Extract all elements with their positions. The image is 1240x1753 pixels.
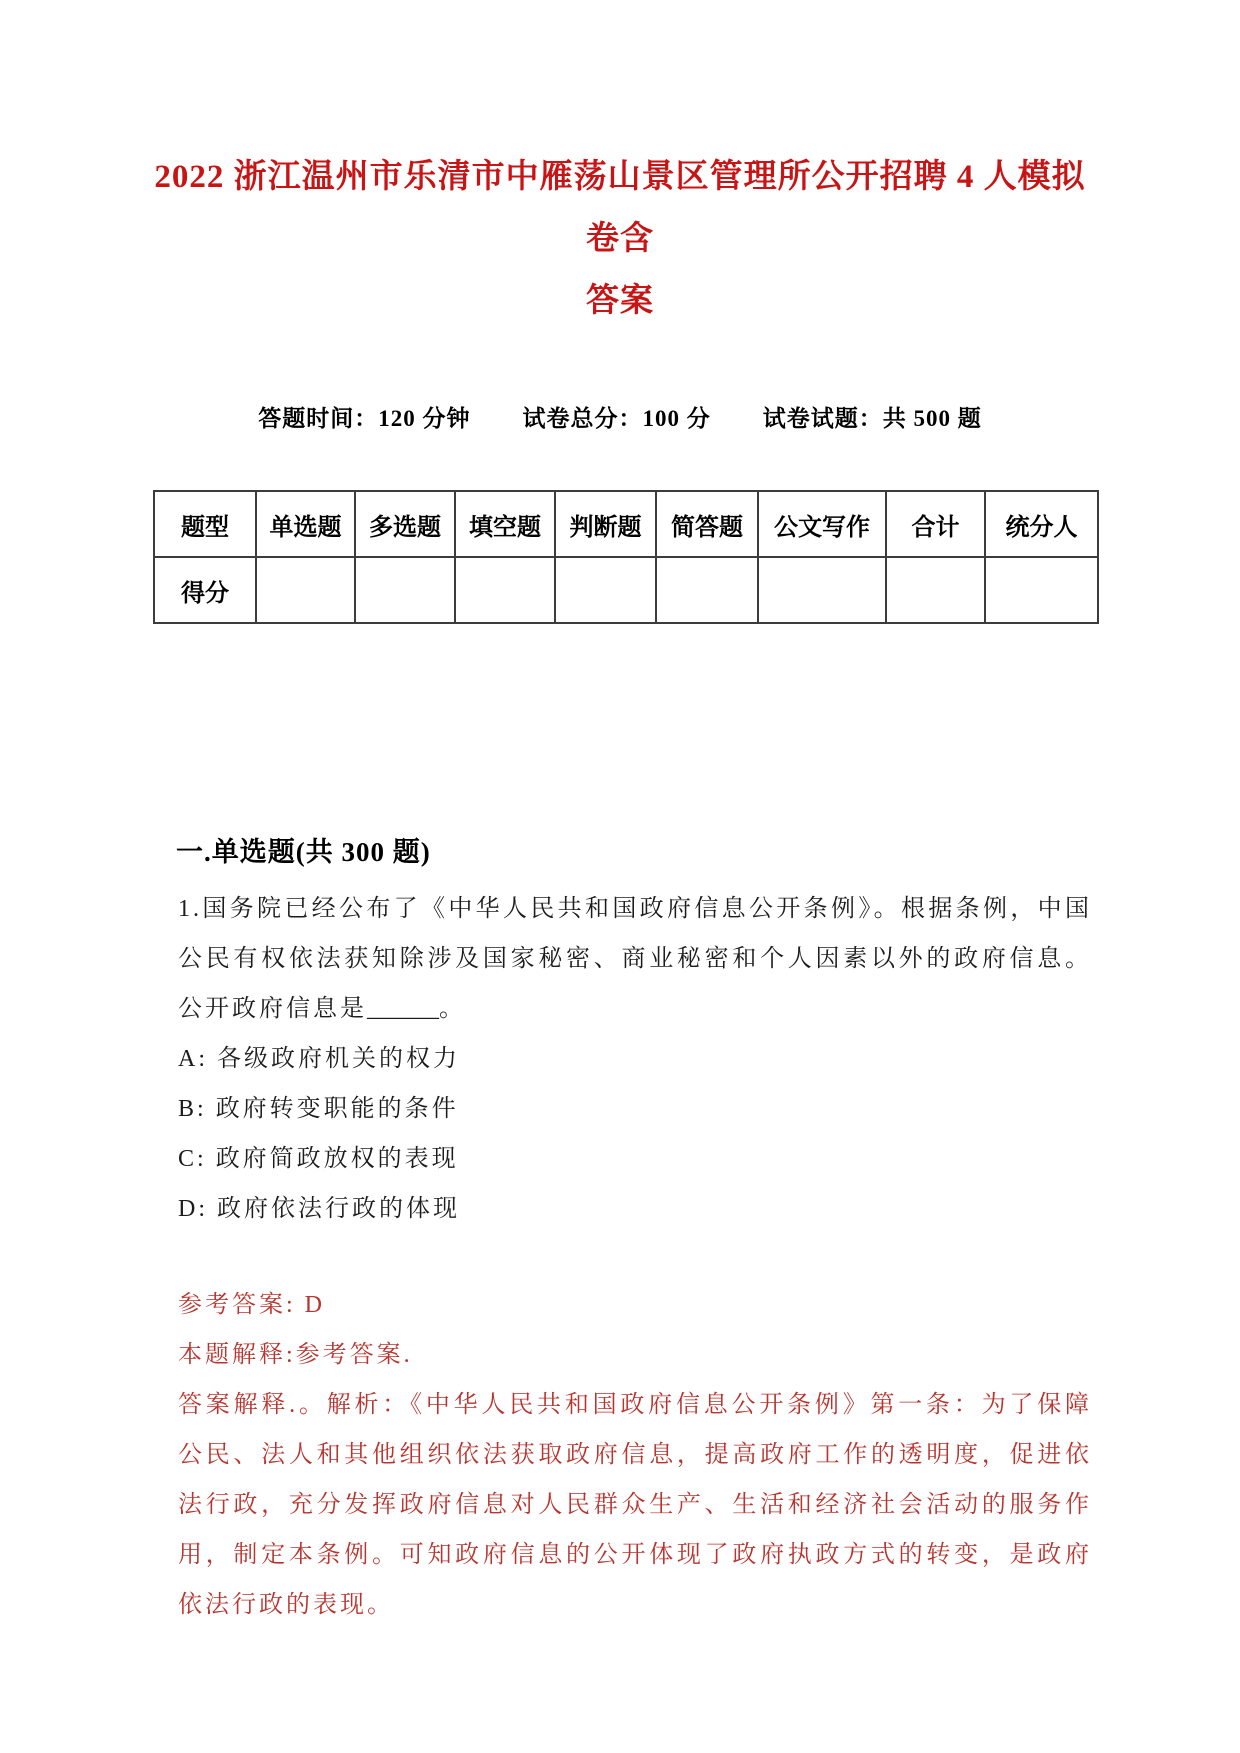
score-cell	[455, 557, 555, 623]
option-d-label: D:	[178, 1196, 208, 1222]
exam-info-bar	[0, 404, 1240, 434]
score-table	[153, 490, 1099, 624]
option-c	[178, 1134, 1092, 1184]
answer-blank: ______	[367, 996, 439, 1022]
option-d-text: 政府依法行政的体现	[217, 1196, 460, 1222]
reference-answer: 参考答案: D	[178, 1292, 325, 1318]
header-cell-official-writing: 公文写作	[758, 491, 886, 557]
header-cell-score-counter: 统分人	[985, 491, 1098, 557]
score-cell	[656, 557, 758, 623]
score-cell	[555, 557, 656, 623]
header-cell-true-false: 判断题	[555, 491, 656, 557]
option-a	[178, 1034, 1092, 1084]
score-cell	[886, 557, 985, 623]
score-table-header-row	[154, 491, 1098, 557]
question-block	[178, 884, 1092, 1234]
question-text	[178, 884, 1092, 1034]
score-cell	[985, 557, 1098, 623]
exam-question-count-label: 试卷试题：共 500 题	[762, 406, 982, 431]
answer-analysis: 答案解释.。解析：《中华人民共和国政府信息公开条例》第一条：为了保障公民、法人和其他组织依法获取政府信息，提高政府工作的透明度，促进依法行政，充分发挥政府信息对人民群众生产、生活和经济社会活动的服务作用，制定本条例。可知政府信息的公开体现了政府执政方式的转变，是政府依法行政的表现。	[178, 1392, 1092, 1618]
option-d	[178, 1184, 1092, 1234]
header-cell-total: 合计	[886, 491, 985, 557]
option-b	[178, 1084, 1092, 1134]
header-cell-fill-blank: 填空题	[455, 491, 555, 557]
document-title-line2: 答案	[586, 283, 654, 319]
exam-time-label: 答题时间：120 分钟	[258, 406, 471, 431]
question-text-main: 1.国务院已经公布了《中华人民共和国政府信息公开条例》。根据条例，中国公民有权依法获知除涉及国家秘密、商业秘密和个人因素以外的政府信息。公开政府信息是	[178, 896, 1092, 1022]
option-b-text: 政府转变职能的条件	[215, 1096, 459, 1122]
score-table-score-row	[154, 557, 1098, 623]
score-cell	[355, 557, 455, 623]
header-cell-question-type: 题型	[154, 491, 256, 557]
section-heading: 一.单选题(共 300 题)	[176, 837, 431, 867]
option-c-text: 政府简政放权的表现	[215, 1146, 459, 1172]
question-text-period: 。	[439, 996, 466, 1022]
score-row-label: 得分	[154, 557, 256, 623]
answer-block	[178, 1280, 1092, 1630]
document-title	[150, 146, 1090, 332]
explanation-note: 本题解释:参考答案.	[178, 1342, 413, 1368]
option-b-label: B:	[178, 1096, 207, 1122]
header-cell-short-answer: 简答题	[656, 491, 758, 557]
option-list	[178, 1034, 1092, 1234]
option-a-label: A:	[178, 1046, 208, 1072]
exam-total-score-label: 试卷总分：100 分	[522, 406, 711, 431]
option-a-text: 各级政府机关的权力	[217, 1046, 460, 1072]
score-cell	[758, 557, 886, 623]
header-cell-multi-choice: 多选题	[355, 491, 455, 557]
option-c-label: C:	[178, 1146, 207, 1172]
header-cell-single-choice: 单选题	[256, 491, 355, 557]
score-cell	[256, 557, 355, 623]
document-title-line1: 2022 浙江温州市乐清市中雁荡山景区管理所公开招聘 4 人模拟卷含	[154, 159, 1086, 257]
